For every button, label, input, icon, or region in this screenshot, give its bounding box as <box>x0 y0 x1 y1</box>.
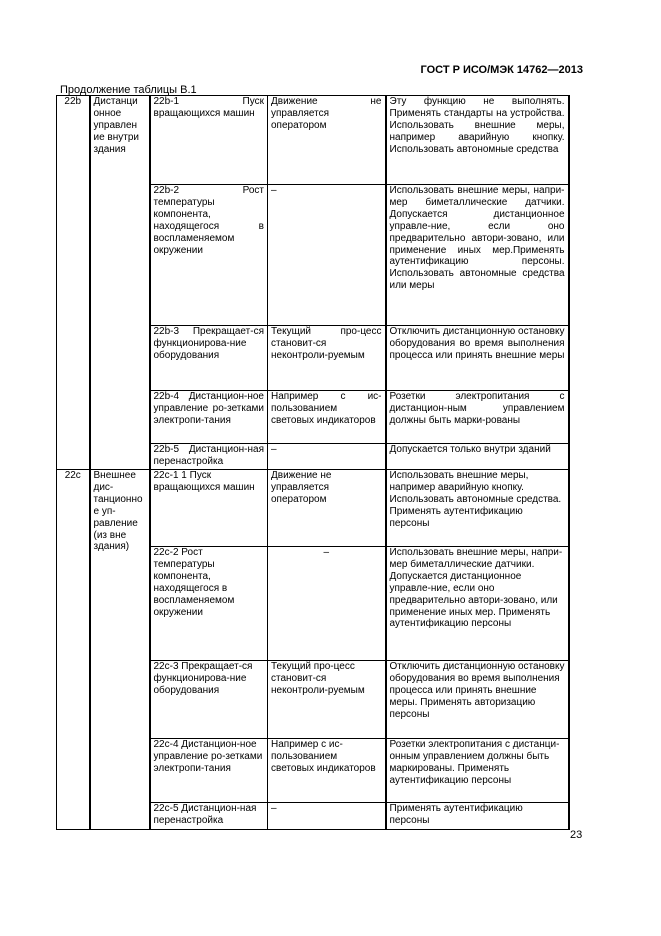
measure-cell: Эту функцию не выполнять. Применять стандарты на устройства. Использовать внешние меры, например аварийную кнопку. Использовать автономные средства <box>386 96 569 185</box>
hazard-cell: 22b-2 Рост температуры компонента, находящегося в воспламеняемом окружении <box>150 185 268 326</box>
hazard-cell: 22b-5 Дистанцион-ная перенастройка <box>150 444 268 470</box>
group-code: 22b <box>57 96 90 470</box>
table-row <box>57 470 569 547</box>
hazard-cell: 22b-3 Прекращает-ся функционирова-ние оборудования <box>150 326 268 391</box>
condition-cell: Движение не управляется оператором <box>268 470 386 547</box>
condition-cell: – <box>268 803 386 830</box>
group-code: 22c <box>57 470 90 830</box>
measure-cell: Применять аутентификацию персоны <box>386 803 569 830</box>
measure-cell: Использовать внешние меры, напри-мер биметаллические датчики. Допускается дистанционное управле-ние, если оно предварительно автори-зовано, или применение иных мер. Применять аутентификацию персоны <box>386 547 569 661</box>
hazard-cell: 22c-3 Прекращает-ся функционирова-ние оборудования <box>150 661 268 739</box>
measure-cell: Отключить дистанционную остановку оборудования во время выполнения процесса или принять внешние меры. Применять авторизацию персоны <box>386 661 569 739</box>
condition-cell: – <box>268 444 386 470</box>
condition-cell: – <box>268 185 386 326</box>
condition-cell: – <box>268 547 386 661</box>
measure-cell: Розетки электропитания с дистанцион-ным управлением должны быть марки-рованы <box>386 391 569 444</box>
measure-cell: Розетки электропитания с дистанци-онным управлением должны быть маркированы. Применять аутентификацию персоны <box>386 739 569 803</box>
condition-cell: Например с ис-пользованием световых индикаторов <box>268 739 386 803</box>
measure-cell: Отключить дистанционную остановку оборудования во время выполнения процесса или принять внешние меры <box>386 326 569 391</box>
condition-cell: Текущий про-цесс становит-ся неконтроли-руемым <box>268 661 386 739</box>
hazard-cell: 22b-4 Дистанцион-ное управление ро-зетками электропи-тания <box>150 391 268 444</box>
condition-cell: Например с ис-пользованием световых индикаторов <box>268 391 386 444</box>
hazard-cell: 22c-2 Рост температуры компонента, находящегося в воспламеняемом окружении <box>150 547 268 661</box>
table-row <box>57 96 569 185</box>
group-description: Дистанци онное управлен ие внутри здания <box>90 96 150 470</box>
table-caption: Продолжение таблицы В.1 <box>60 84 197 96</box>
condition-cell: Текущий про-цесс становит-ся неконтроли-руемым <box>268 326 386 391</box>
requirements-table <box>56 95 570 830</box>
condition-cell: Движение не управляется оператором <box>268 96 386 185</box>
hazard-cell: 22c-4 Дистанцион-ное управление ро-зетками электропи-тания <box>150 739 268 803</box>
measure-cell: Использовать внешние меры, напри-мер биметаллические датчики. Допускается дистанционное управле-ние, если оно предварительно автори-зовано, или применение иных мер.Применять аутентификацию персоны. Использовать автономные средства или меры <box>386 185 569 326</box>
measure-cell: Допускается только внутри зданий <box>386 444 569 470</box>
hazard-cell: 22c-5 Дистанцион-ная перенастройка <box>150 803 268 830</box>
group-description: Внешнее дис-танционно е уп-равление (из вне здания) <box>90 470 150 830</box>
hazard-cell: 22c-1 1 Пуск вращающихся машин <box>150 470 268 547</box>
hazard-cell: 22b-1 Пуск вращающихся машин <box>150 96 268 185</box>
standard-code: ГОСТ Р ИСО/МЭК 14762—2013 <box>420 64 583 76</box>
measure-cell: Использовать внешние меры, например аварийную кнопку. Использовать автономные средства. Применять аутентификацию персоны <box>386 470 569 547</box>
page-number: 23 <box>570 829 583 841</box>
